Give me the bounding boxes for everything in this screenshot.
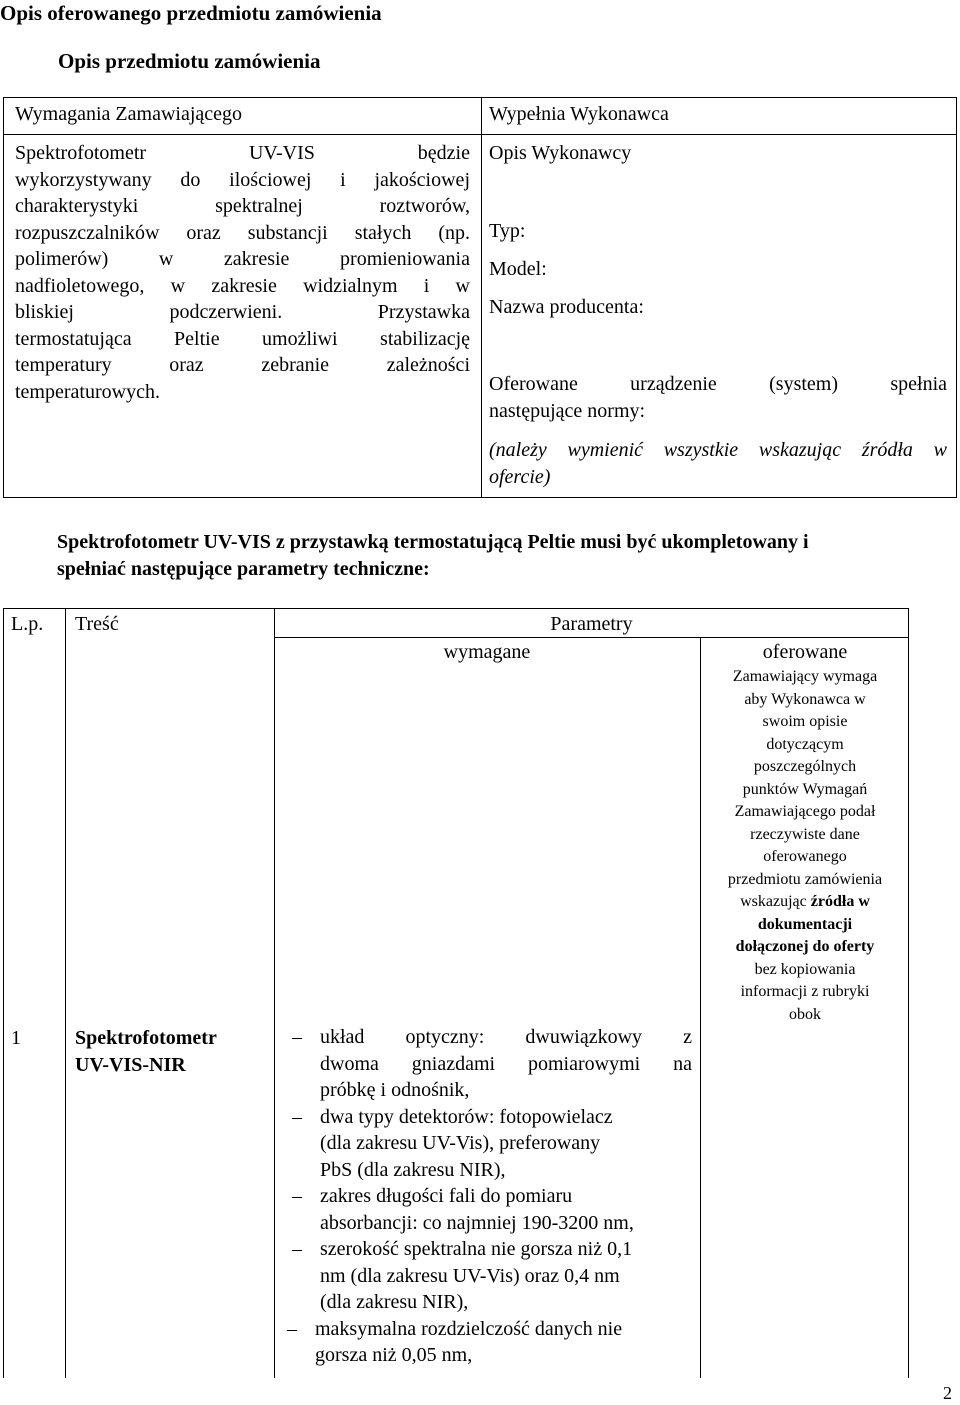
table-divider bbox=[4, 134, 956, 135]
offered-column-note bbox=[701, 666, 909, 1026]
dash-bullet: – bbox=[292, 1026, 302, 1048]
list-item: – zakres długości fali do pomiaru absorbancji: co najmniej 190-3200 nm, bbox=[292, 1185, 634, 1234]
text-line: informacji z rubryki bbox=[740, 983, 870, 1000]
text-line: dołączonej do oferty bbox=[735, 938, 875, 955]
list-item: – układ optyczny: dwuwiązkowy z dwoma gniazdami pomiarowymi na próbkę i odnośnik, bbox=[292, 1026, 692, 1101]
text-line: polimerów) w zakresie promieniowania bbox=[15, 248, 470, 270]
text-line: charakterystyki spektralnej roztworów, bbox=[15, 195, 470, 217]
dash-bullet: – bbox=[292, 1105, 302, 1128]
col-header-requirements: Wymagania Zamawiającego bbox=[15, 103, 243, 125]
text-line: Spektrofotometr bbox=[75, 1027, 217, 1049]
text-line: poszczególnych bbox=[753, 758, 857, 775]
contractor-description-label: Opis Wykonawcy bbox=[489, 142, 632, 164]
text-line: punktów Wymagań bbox=[742, 780, 868, 798]
col-header-lp: L.p. bbox=[11, 613, 44, 635]
text-line: aby Wykonawca w bbox=[744, 690, 866, 708]
text-line: Zamawiającego podał bbox=[734, 803, 876, 820]
dash-bullet: – bbox=[287, 1317, 297, 1340]
text-line: wskazując źródła w bbox=[740, 893, 870, 910]
text-line: ofercie) bbox=[489, 465, 551, 488]
text-line: rzeczywiste dane bbox=[750, 825, 860, 843]
parameters-table bbox=[3, 608, 909, 1378]
dash-bullet: – bbox=[292, 1185, 302, 1207]
table-divider bbox=[481, 98, 482, 497]
text-line: następujące normy: bbox=[489, 399, 646, 422]
norms-statement bbox=[489, 371, 947, 424]
document-title: Opis oferowanego przedmiotu zamówienia bbox=[0, 1, 382, 25]
text-line: termostatująca Peltie umożliwi stabilizację bbox=[15, 327, 470, 350]
requirements-table bbox=[3, 97, 957, 498]
producer-field-label: Nazwa producenta: bbox=[489, 296, 644, 318]
norms-note bbox=[489, 437, 947, 490]
col-header-parameters: Parametry bbox=[550, 613, 633, 635]
text-line: obok bbox=[789, 1005, 821, 1023]
text-line: temperatury oraz zebranie zależności bbox=[15, 354, 470, 376]
text-line: bliskiej podczerwieni. Przystawka bbox=[15, 301, 470, 323]
table-divider bbox=[65, 609, 66, 1378]
document-subtitle: Opis przedmiotu zamówienia bbox=[58, 49, 321, 73]
list-item: – szerokość spektralna nie gorsza niż 0,1 nm (dla zakresu UV-Vis) oraz 0,4 nm (dla zakresu NIR), bbox=[292, 1238, 633, 1313]
list-item: – maksymalna rozdzielczość danych nie gorsza niż 0,05 nm, bbox=[287, 1317, 623, 1366]
col-header-content: Treść bbox=[75, 613, 119, 635]
type-field-label: Typ: bbox=[489, 220, 526, 242]
text-line: wykorzystywany do ilościowej i jakościowej bbox=[15, 168, 470, 191]
text-line: Oferowane urządzenie (system) spełnia bbox=[489, 373, 947, 395]
text-line: oferowanego bbox=[763, 848, 847, 865]
model-field-label: Model: bbox=[489, 258, 547, 280]
text-line: (należy wymienić wszystkie wskazując źródła w bbox=[489, 439, 947, 461]
text-line: rozpuszczalników oraz substancji stałych (np. bbox=[15, 221, 470, 244]
text-line: temperaturowych. bbox=[15, 380, 160, 403]
text-line: dokumentacji bbox=[757, 915, 853, 933]
text-line: Spektrofotometr UV-VIS będzie bbox=[15, 142, 470, 164]
dash-bullet: – bbox=[292, 1238, 302, 1260]
text-line: dotyczącym bbox=[766, 735, 844, 753]
text-line: swoim opisie bbox=[762, 713, 848, 730]
page-number: 2 bbox=[943, 1383, 952, 1403]
text-line: UV-VIS-NIR bbox=[75, 1053, 186, 1076]
required-parameters-list bbox=[282, 1024, 692, 1369]
text-line: przedmiotu zamówienia bbox=[727, 870, 883, 888]
row-item-name bbox=[75, 1025, 217, 1078]
text-line: Spektrofotometr UV-VIS z przystawką termostatującą Peltie musi być ukompletowany i bbox=[57, 531, 809, 553]
list-item: – dwa typy detektorów: fotopowielacz (dla zakresu UV-Vis), preferowany PbS (dla zakresu NIR), bbox=[292, 1105, 613, 1181]
table-divider bbox=[274, 609, 275, 1378]
text-line: nadfioletowego, w zakresie widzialnym i w bbox=[15, 274, 470, 297]
row-lp: 1 bbox=[11, 1027, 21, 1049]
text-line: bez kopiowania bbox=[754, 960, 856, 978]
col-header-required: wymagane bbox=[443, 641, 531, 663]
col-header-offered: oferowane bbox=[762, 641, 848, 663]
section-heading bbox=[57, 529, 937, 583]
text-line: Zamawiający wymaga bbox=[732, 668, 878, 685]
requirements-description bbox=[15, 140, 470, 405]
text-line: spełniać następujące parametry techniczne: bbox=[57, 558, 430, 580]
col-header-contractor: Wypełnia Wykonawca bbox=[489, 103, 669, 125]
